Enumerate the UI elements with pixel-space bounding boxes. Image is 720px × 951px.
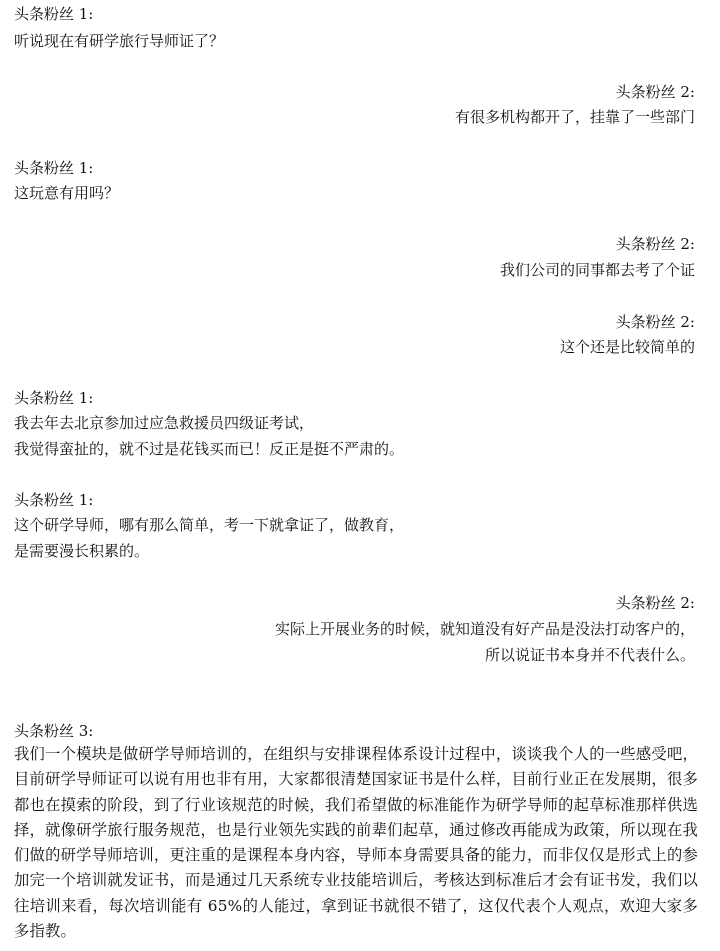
message-text: 听说现在有研学旅行导师证了？ (14, 32, 225, 50)
message-text: 我们公司的同事都去考了个证 (499, 261, 695, 279)
message-text: 所以说证书本身并不代表什么。 (484, 646, 695, 664)
speaker-label: 头条粉丝 1: (14, 491, 94, 509)
message-paragraph: 我们一个模块是做研学导师培训的，在组织与安排课程体系设计过程中，谈谈我个人的一些感受吧，目前研学导师证可以说有用也非有用，大家都很清楚国家证书是什么样，目前行业正在发展期，很多都也在摸索的阶段，到了行业该规范的时候，我们希望做的标准能作为研学导师的起草标准那样供选择，就像研学旅行服务规范，也是行业领先实践的前辈们起草，通过修改再能成为政策，所以现在我们做的研学导师培训，更注重的是课程本身内容，导师本身需要具备的能力，而非仅仅是形式上的参加完一个培训就发证书，而是通过几天系统专业技能培训后，考核达到标准后才会有证书发，我们以往培训来看，每次培训能有 65%的人能过，拿到证书就很不错了，这仅代表个人观点，欢迎大家多多指教。 (14, 745, 698, 941)
message-text: 这个还是比较简单的 (559, 338, 695, 356)
message-text: 我去年去北京参加过应急救援员四级证考试， (14, 414, 315, 432)
message-text: 有很多机构都开了，挂靠了一些部门 (454, 108, 695, 126)
message-text: 我觉得蛮扯的，就不过是花钱买而已！反正是挺不严肃的。 (14, 440, 405, 458)
message-text: 这玩意有用吗？ (14, 184, 120, 202)
speaker-label: 头条粉丝 2: (615, 594, 695, 612)
message-text: 实际上开展业务的时候，就知道没有好产品是没法打动客户的， (274, 620, 695, 638)
speaker-label: 头条粉丝 2: (615, 235, 695, 253)
speaker-label: 头条粉丝 1: (14, 159, 94, 177)
message-text: 是需要漫长积累的。 (14, 542, 150, 560)
speaker-label: 头条粉丝 1: (14, 389, 94, 407)
speaker-label: 头条粉丝 1: (14, 5, 94, 23)
message-text: 这个研学导师，哪有那么简单，考一下就拿证了，做教育， (14, 516, 405, 534)
speaker-label: 头条粉丝 3: (14, 722, 94, 740)
speaker-label: 头条粉丝 2: (615, 83, 695, 101)
speaker-label: 头条粉丝 2: (615, 313, 695, 331)
